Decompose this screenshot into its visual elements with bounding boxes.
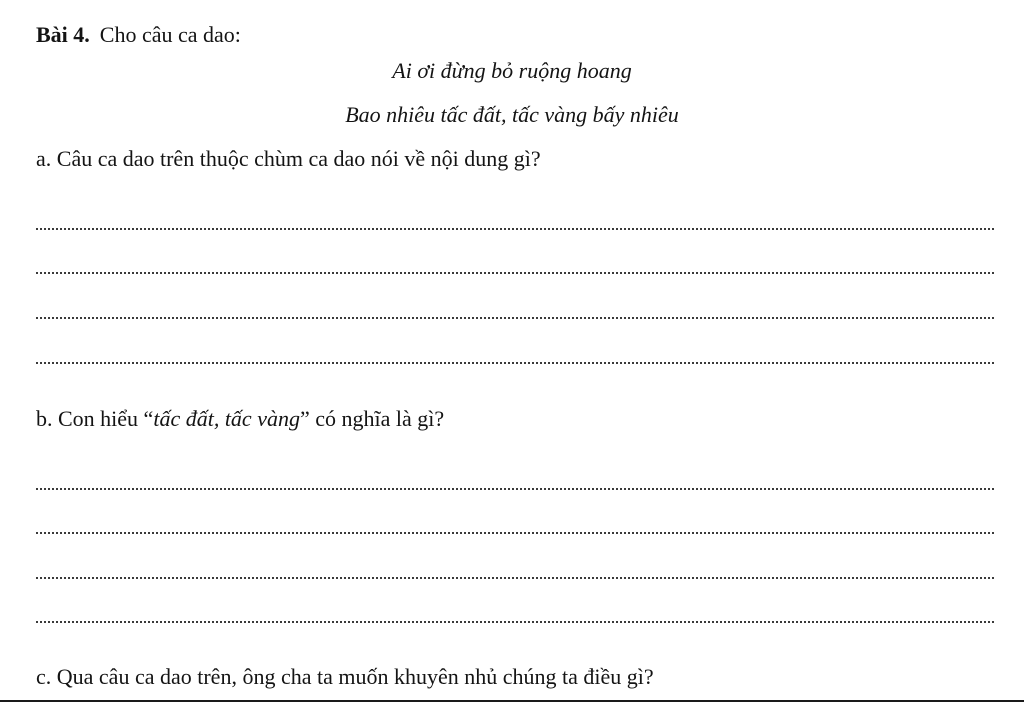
answer-line-a-2[interactable] [36, 272, 994, 274]
exercise-intro: Cho câu ca dao: [99, 22, 241, 47]
answer-line-b-4[interactable] [36, 621, 994, 623]
answer-line-b-3[interactable] [36, 577, 994, 579]
question-c: c. Qua câu ca dao trên, ông cha ta muốn khuyên nhủ chúng ta điều gì? [36, 664, 654, 689]
question-b-phrase: tấc đất, tấc vàng [153, 406, 300, 431]
question-a: a. Câu ca dao trên thuộc chùm ca dao nói về nội dung gì? [36, 146, 541, 171]
answer-line-a-1[interactable] [36, 228, 994, 230]
answer-line-b-2[interactable] [36, 532, 994, 534]
answer-line-a-4[interactable] [36, 362, 994, 364]
exercise-label: Bài 4. [36, 22, 90, 47]
exercise-heading [36, 22, 241, 48]
answer-line-b-1[interactable] [36, 488, 994, 490]
poem-line-2: Bao nhiêu tấc đất, tấc vàng bấy nhiêu [345, 102, 679, 127]
question-b-suffix: ” có nghĩa là gì? [299, 406, 445, 431]
bottom-border [0, 700, 1024, 702]
question-b [36, 406, 444, 432]
question-b-prefix: b. Con hiểu “ [36, 406, 154, 431]
poem-line-1: Ai ơi đừng bỏ ruộng hoang [392, 58, 632, 83]
answer-line-a-3[interactable] [36, 317, 994, 319]
